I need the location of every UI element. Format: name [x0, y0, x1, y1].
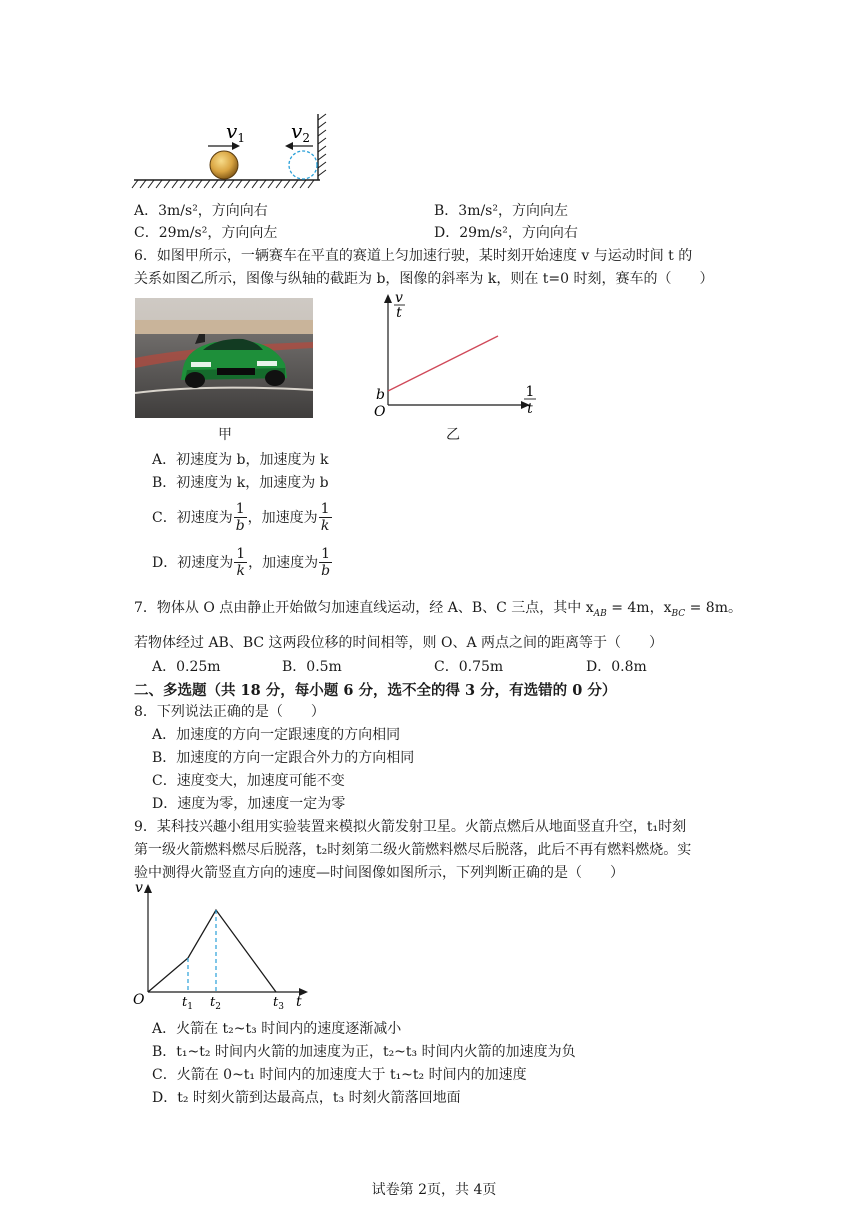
q9-x-label: t [296, 994, 302, 1010]
q7-option-d: D．0.8m [586, 659, 647, 675]
q8-option-d: D．速度为零，加速度一定为零 [152, 796, 346, 812]
q6-graph [366, 288, 541, 428]
q6-origin-label: O [374, 404, 386, 420]
q6-x-label-num: 1 [525, 384, 535, 400]
q6-y-label-den: t [396, 305, 402, 321]
q6-stem-line1: 6．如图甲所示，一辆赛车在平直的赛道上匀加速行驶，某时刻开始速度 v 与运动时间 t 的 [134, 248, 693, 264]
q6-option-c-text1: C．初速度为 [152, 510, 233, 526]
q9-vt-line [148, 910, 276, 992]
q9-option-a: A．火箭在 t₂~t₃ 时间内的速度逐渐减小 [152, 1021, 402, 1037]
v2-label: $v_2$ [291, 119, 310, 145]
q6-x-label-den: t [527, 401, 533, 417]
q5-option-b: B．3m/s²，方向向左 [434, 203, 568, 219]
ball-after-bounce [289, 151, 317, 179]
q6-graph-line [388, 336, 498, 391]
q9-t3-label: $t_3$ [273, 995, 284, 1012]
q5-figure [128, 112, 338, 192]
q9-option-b: B．t₁~t₂ 时间内火箭的加速度为正，t₂~t₃ 时间内火箭的加速度为负 [152, 1044, 576, 1060]
q6-option-d-text2: ，加速度为 [248, 555, 319, 571]
caption-jia: 甲 [218, 427, 232, 443]
q9-stem-line1: 9．某科技兴趣小组用实验装置来模拟火箭发射卫星。火箭点燃后从地面竖直升空，t₁时刻 [134, 819, 687, 835]
q6-option-c-frac1: $\frac{1}{b}$ [235, 500, 245, 534]
q9-option-d: D．t₂ 时刻火箭到达最高点，t₃ 时刻火箭落回地面 [152, 1090, 461, 1106]
q7-option-a: A．0.25m [152, 659, 221, 675]
page-footer: 试卷第 2页，共 4页 [371, 1182, 497, 1198]
q6-option-c-frac2: $\frac{1}{k}$ [320, 500, 330, 534]
q6-option-d-frac2: $\frac{1}{b}$ [321, 545, 331, 579]
q8-option-b: B．加速度的方向一定跟合外力的方向相同 [152, 750, 415, 766]
q6-option-a: A．初速度为 b，加速度为 k [152, 452, 329, 468]
race-car-photo [135, 298, 313, 418]
q9-option-c: C．火箭在 0~t₁ 时间内的加速度大于 t₁~t₂ 时间内的加速度 [152, 1067, 527, 1083]
q6-stem-line2: 关系如图乙所示，图像与纵轴的截距为 b，图像的斜率为 k，则在 t=0 时刻，赛车的（ ） [134, 271, 714, 287]
q9-t2-label: $t_2$ [210, 995, 221, 1012]
q6-option-d-text1: D．初速度为 [152, 555, 234, 571]
q7-stem-line2: 若物体经过 AB、BC 这两段位移的时间相等，则 O、A 两点之间的距离等于（ ） [134, 635, 664, 651]
q8-stem: 8．下列说法正确的是（ ） [134, 704, 325, 720]
q5-option-a: A．3m/s²，方向向右 [134, 203, 268, 219]
q7-stem-line1: 7．物体从 O 点由静止开始做匀加速直线运动，经 A、B、C 三点，其中 $x_{AB} = 4m$，$x_{BC} = 8m$。 [134, 600, 742, 619]
ball [210, 151, 238, 179]
q8-option-c: C．速度变大，加速度可能不变 [152, 773, 345, 789]
q6-option-c-text2: ，加速度为 [247, 510, 318, 526]
q9-origin-label: O [133, 992, 145, 1008]
q6-option-c [152, 497, 333, 537]
q9-graph [130, 878, 320, 1013]
q9-stem-line3: 验中测得火箭竖直方向的速度—时间图像如图所示，下列判断正确的是（ ） [134, 865, 624, 881]
q9-y-label: v [135, 880, 143, 896]
q5-option-d: D．29m/s²，方向向右 [434, 225, 578, 241]
q5-option-c: C．29m/s²，方向向左 [134, 225, 278, 241]
v1-label: $v_1$ [226, 119, 245, 145]
q6-option-b: B．初速度为 k，加速度为 b [152, 475, 329, 491]
caption-yi: 乙 [446, 427, 460, 443]
q6-option-d-frac1: $\frac{1}{k}$ [236, 545, 246, 579]
q9-stem-line2: 第一级火箭燃料燃尽后脱落，t₂时刻第二级火箭燃料燃尽后脱落，此后不再有燃料燃烧。实 [134, 842, 692, 858]
q6-intercept-label: b [376, 387, 385, 403]
section2-title: 二、多选题（共 18 分，每小题 6 分，选不全的得 3 分，有选错的 0 分） [134, 682, 617, 699]
q7-option-b: B．0.5m [282, 659, 342, 675]
q7-option-c: C．0.75m [434, 659, 504, 675]
q8-option-a: A．加速度的方向一定跟速度的方向相同 [152, 727, 401, 743]
q6-y-label-num: v [395, 290, 403, 306]
q9-t1-label: $t_1$ [182, 995, 193, 1012]
q6-option-d [152, 542, 333, 582]
